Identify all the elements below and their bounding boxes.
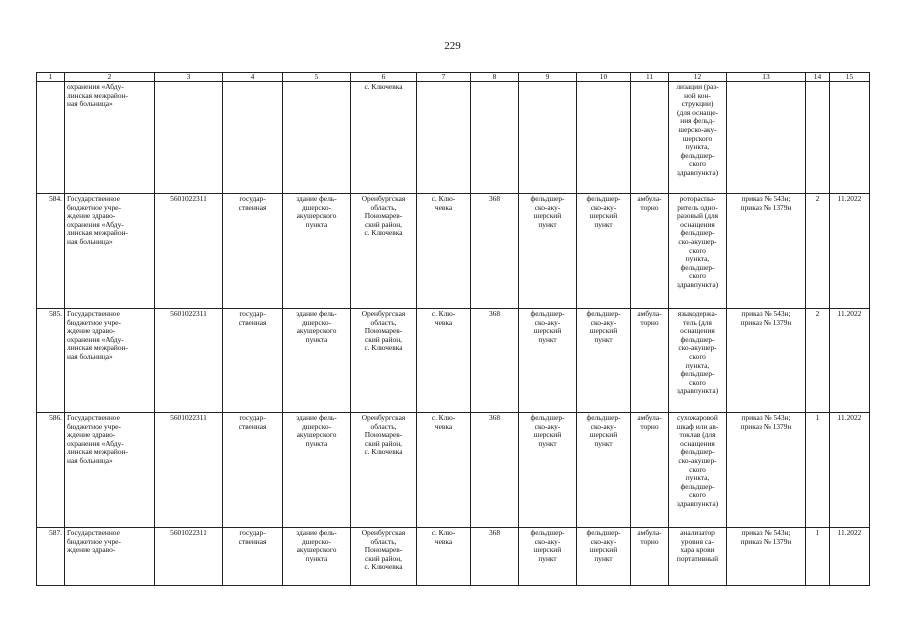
facility-type: фельдшер- ско-аку- шерский пункт [577, 309, 631, 413]
locality-code [471, 82, 519, 194]
facility-type: фельдшер- ско-аку- шерский пункт [577, 528, 631, 586]
col-number: 4 [223, 73, 283, 82]
table-row [37, 528, 870, 586]
column-number-row [37, 73, 870, 82]
ownership-form: государ- ственная [223, 413, 283, 528]
page-number: 229 [444, 40, 461, 52]
facility-name: фельдшер- ско-аку- шерский пункт [519, 194, 577, 309]
locality: с. Клю- чевка [417, 309, 471, 413]
organization-name: Государственное бюджетное учре- ждение здраво- охранения «Абду- линская межрайон- ная больница» [65, 413, 155, 528]
inn: 5601022311 [155, 528, 223, 586]
col-number: 14 [806, 73, 830, 82]
address: Оренбургская область, Пономарев- ский район, с. Ключевка [351, 413, 417, 528]
col-number: 6 [351, 73, 417, 82]
locality: с. Клю- чевка [417, 194, 471, 309]
address: Оренбургская область, Пономарев- ский район, с. Ключевка [351, 528, 417, 586]
table-row [37, 82, 870, 194]
order-reference [727, 82, 806, 194]
quantity: 1 [806, 528, 830, 586]
quantity: 2 [806, 194, 830, 309]
locality [417, 82, 471, 194]
address: с. Ключевка [351, 82, 417, 194]
address: Оренбургская область, Пономарев- ский район, с. Ключевка [351, 309, 417, 413]
col-number: 13 [727, 73, 806, 82]
col-number: 7 [417, 73, 471, 82]
delivery-date [830, 82, 870, 194]
quantity [806, 82, 830, 194]
ownership-form: государ- ственная [223, 309, 283, 413]
row-number: 586. [37, 413, 65, 528]
col-number: 5 [283, 73, 351, 82]
building-name: здание фель- дшерско- акушерского пункта [283, 413, 351, 528]
row-number [37, 82, 65, 194]
facility-name: фельдшер- ско-аку- шерский пункт [519, 309, 577, 413]
col-number: 12 [669, 73, 727, 82]
address: Оренбургская область, Пономарев- ский район, с. Ключевка [351, 194, 417, 309]
facility-type: фельдшер- ско-аку- шерский пункт [577, 413, 631, 528]
locality-code: 368 [471, 309, 519, 413]
ownership-form [223, 82, 283, 194]
facility-name: фельдшер- ско-аку- шерский пункт [519, 528, 577, 586]
col-number: 1 [37, 73, 65, 82]
care-conditions [631, 82, 669, 194]
order-reference: приказ № 543н; приказ № 1379н [727, 528, 806, 586]
facility-type [577, 82, 631, 194]
row-number: 585. [37, 309, 65, 413]
facility-type: фельдшер- ско-аку- шерский пункт [577, 194, 631, 309]
organization-name: Государственное бюджетное учре- ждение здраво- охранения «Абду- линская межрайон- ная больница» [65, 194, 155, 309]
col-number: 11 [631, 73, 669, 82]
building-name: здание фель- дшерско- акушерского пункта [283, 309, 351, 413]
ownership-form: государ- ственная [223, 194, 283, 309]
locality: с. Клю- чевка [417, 413, 471, 528]
building-name: здание фель- дшерско- акушерского пункта [283, 528, 351, 586]
equipment-name: ротораспы- ритель одно- разовый (для оснащения фельдшер- ско-акушер- ского пункта, фельдшер- ского здравпункта) [669, 194, 727, 309]
ownership-form: государ- ственная [223, 528, 283, 586]
care-conditions: амбула- торно [631, 194, 669, 309]
col-number: 3 [155, 73, 223, 82]
care-conditions: амбула- торно [631, 528, 669, 586]
row-number: 587. [37, 528, 65, 586]
locality: с. Клю- чевка [417, 528, 471, 586]
delivery-date: 11.2022 [830, 528, 870, 586]
col-number: 9 [519, 73, 577, 82]
equipment-name: анализатор уровня са- хара крови портативный [669, 528, 727, 586]
inn: 5601022311 [155, 194, 223, 309]
locality-code: 368 [471, 528, 519, 586]
facility-name [519, 82, 577, 194]
facility-name: фельдшер- ско-аку- шерский пункт [519, 413, 577, 528]
organization-name: охранения «Абду- линская межрайон- ная больница» [65, 82, 155, 194]
building-name: здание фель- дшерско- акушерского пункта [283, 194, 351, 309]
col-number: 10 [577, 73, 631, 82]
col-number: 8 [471, 73, 519, 82]
inn: 5601022311 [155, 413, 223, 528]
table-row [37, 309, 870, 413]
col-number: 15 [830, 73, 870, 82]
inn: 5601022311 [155, 309, 223, 413]
locality-code: 368 [471, 194, 519, 309]
building-name [283, 82, 351, 194]
delivery-date: 11.2022 [830, 309, 870, 413]
organization-name: Государственное бюджетное учре- ждение здраво- [65, 528, 155, 586]
equipment-name: лизации (раз- ной кон- струкции) (для оснаще- ния фельд- шерско-аку- шерского пункта, фельдшер- ского здравпункта) [669, 82, 727, 194]
register-table [36, 72, 870, 586]
delivery-date: 11.2022 [830, 413, 870, 528]
table-row [37, 413, 870, 528]
col-number: 2 [65, 73, 155, 82]
equipment-name: языкодержа- тель (для оснащения фельдшер- ско-акушер- ского пункта, фельдшер- ского здравпункта) [669, 309, 727, 413]
quantity: 1 [806, 413, 830, 528]
delivery-date: 11.2022 [830, 194, 870, 309]
locality-code: 368 [471, 413, 519, 528]
order-reference: приказ № 543н; приказ № 1379н [727, 194, 806, 309]
order-reference: приказ № 543н; приказ № 1379н [727, 413, 806, 528]
quantity: 2 [806, 309, 830, 413]
inn [155, 82, 223, 194]
care-conditions: амбула- торно [631, 413, 669, 528]
care-conditions: амбула- торно [631, 309, 669, 413]
order-reference: приказ № 543н; приказ № 1379н [727, 309, 806, 413]
organization-name: Государственное бюджетное учре- ждение здраво- охранения «Абду- линская межрайон- ная больница» [65, 309, 155, 413]
row-number: 584. [37, 194, 65, 309]
table-row [37, 194, 870, 309]
equipment-name: сухожаровой шкаф или ав- токлав (для оснащения фельдшер- ско-акушер- ского пункта, фельдшер- ского здравпункта) [669, 413, 727, 528]
